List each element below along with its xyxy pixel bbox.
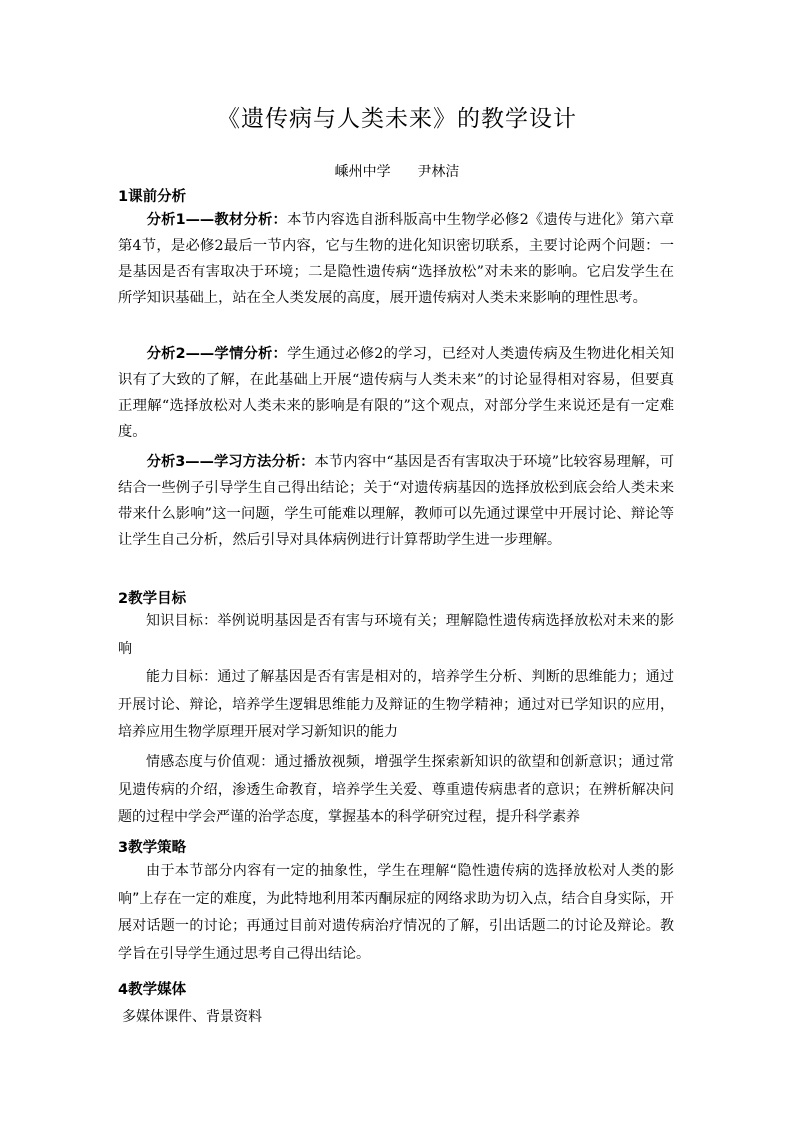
analysis-lead: 分析2——学情分析： — [146, 346, 288, 362]
goal-ability: 能力目标：通过了解基因是否有害是相对的，培养学生分析、判断的思维能力；通过开展讨论、辩论，培养学生逻辑思维能力及辩证的生物学精神；通过对已学知识的应用，培养应用生物学原理开展对学习新知识的能力 — [118, 669, 674, 740]
analysis-lead: 分析3——学习方法分析： — [146, 454, 315, 470]
analysis-text: 本节内容选自浙科版高中生物学必修2《遗传与进化》第六章第4节，是必修2最后一节内容，它与生物的进化知识密切联系，主要讨论两个问题：一是基因是否有害取决于环境；二是隐性遗传病“选择放松”对未来的影响。它启发学生在所学知识基础上，站在全人类发展的高度，展开遗传病对人类未来影响的理性思考。 — [118, 212, 674, 306]
author-line: 嵊州中学 尹林洁 — [334, 164, 460, 180]
analysis-text: 学生通过必修2的学习，已经对人类遗传病及生物进化相关知识有了大致的了解，在此基础上开展“遗传病与人类未来”的讨论显得相对容易，但要真正理解“选择放松对人类未来的影响是有限的”这个观点，对部分学生来说还是有一定难度。 — [118, 346, 674, 440]
analysis-paragraph-students — [118, 330, 674, 445]
analysis-lead: 分析1——教材分析： — [146, 212, 288, 228]
goal-knowledge: 知识目标：举例说明基因是否有害与环境有关；理解隐性遗传病选择放松对未来的影响 — [118, 613, 674, 657]
strategy-paragraph: 由于本节部分内容有一定的抽象性，学生在理解“隐性遗传病的选择放松对人类的影响”上存在一定的难度，为此特地利用苯丙酮尿症的网络求助为切入点，结合自身实际，开展对话题一的讨论；再通过目前对遗传病治疗情况的了解，引出话题二的讨论及辩论。教学旨在引导学生通过思考自己得出结论。 — [118, 863, 674, 962]
section-heading-teaching-media: 4教学媒体 — [118, 982, 187, 998]
section-heading-teaching-strategy: 3教学策略 — [118, 840, 187, 856]
goal-attitude: 情感态度与价值观：通过播放视频，增强学生探索新知识的欲望和创新意识；通过常见遗传病的介绍，渗透生命教育，培养学生关爱、尊重遗传病患者的意识；在辨析解决问题的过程中学会严谨的治学态度，掌握基本的科学研究过程，提升科学素养 — [118, 754, 674, 825]
analysis-text: 本节内容中“基因是否有害取决于环境”比较容易理解，可结合一些例子引导学生自己得出结论；关于“对遗传病基因的选择放松到底会给人类未来带来什么影响”这一问题，学生可能难以理解，教师可以先通过课堂中开展讨论、辩论等让学生自己分析，然后引导对具体病例进行计算帮助学生进一步理解。 — [118, 454, 674, 548]
section-heading-pre-class-analysis: 1课前分析 — [118, 189, 187, 205]
analysis-paragraph-methods — [118, 438, 674, 553]
section-heading-teaching-goals: 2教学目标 — [118, 591, 187, 607]
analysis-paragraph-textbook — [118, 196, 674, 311]
document-title: 《遗传病与人类未来》的教学设计 — [217, 106, 577, 132]
media-list: 多媒体课件、背景资料 — [122, 1009, 262, 1025]
